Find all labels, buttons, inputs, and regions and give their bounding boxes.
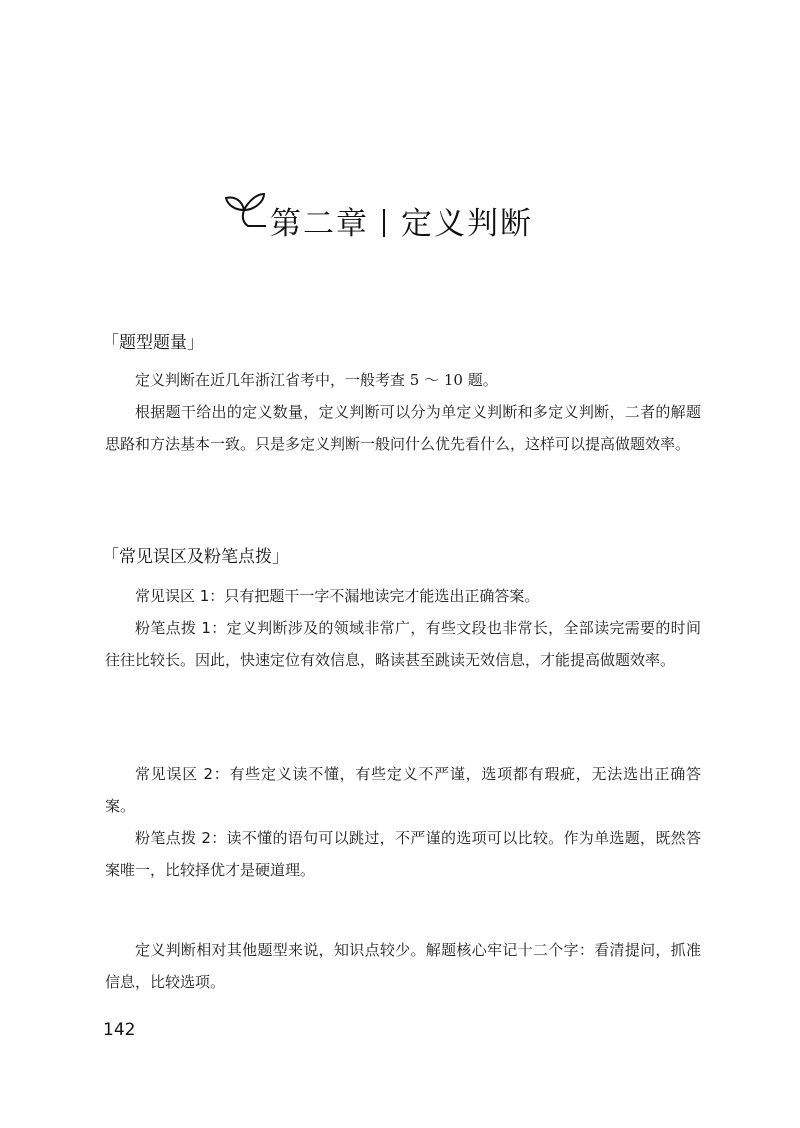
section-heading-misconceptions: 「常见误区及粉笔点拨」	[102, 547, 289, 567]
chapter-header	[218, 180, 598, 250]
misconception-text: 只有把题干一字不漏地读完才能选出正确答案。	[224, 587, 540, 605]
summary-block	[105, 934, 701, 998]
misconception-block-1	[105, 580, 701, 676]
chapter-title	[270, 198, 533, 243]
misconception-1	[105, 580, 701, 612]
chapter-separator	[383, 209, 385, 237]
section-heading-text: 常见误区及粉笔点拨	[119, 547, 272, 567]
summary-paragraph: 定义判断相对其他题型来说，知识点较少。解题核心牢记十二个字：看清提问，抓准信息，比较选项。	[105, 941, 701, 991]
tip-text: 读不懂的语句可以跳过，不严谨的选项可以比较。作为单选题，既然答案唯一，比较择优才是硬道理。	[105, 829, 701, 879]
misconception-text: 有些定义读不懂，有些定义不严谨，选项都有瑕疵，无法选出正确答案。	[105, 765, 701, 815]
section-heading-text: 题型题量	[119, 333, 187, 353]
page-number: 142	[103, 1020, 136, 1040]
sprout-icon	[218, 180, 270, 232]
paragraph: 定义判断在近几年浙江省考中，一般考查 5 ～ 10 题。	[135, 371, 498, 389]
tip-text: 定义判断涉及的领域非常广，有些文段也非常长，全部读完需要的时间往往比较长。因此，快速定位有效信息，略读甚至跳读无效信息，才能提高做题效率。	[105, 619, 701, 669]
paragraph: 根据题干给出的定义数量，定义判断可以分为单定义判断和多定义判断，二者的解题思路和方法基本一致。只是多定义判断一般问什么优先看什么，这样可以提高做题效率。	[105, 403, 701, 453]
tip-2	[105, 822, 701, 886]
section-heading-question-types: 「题型题量」	[102, 333, 204, 353]
section1-body	[105, 364, 701, 460]
misconception-label: 常见误区 2：	[135, 765, 230, 783]
misconception-block-2	[105, 758, 701, 886]
tip-label: 粉笔点拨 1：	[135, 619, 227, 637]
misconception-label: 常见误区 1：	[135, 587, 225, 605]
misconception-2	[105, 758, 701, 822]
tip-1	[105, 612, 701, 676]
chapter-name: 定义判断	[401, 206, 533, 242]
chapter-number: 第二章	[270, 206, 369, 242]
tip-label: 粉笔点拨 2：	[135, 829, 227, 847]
